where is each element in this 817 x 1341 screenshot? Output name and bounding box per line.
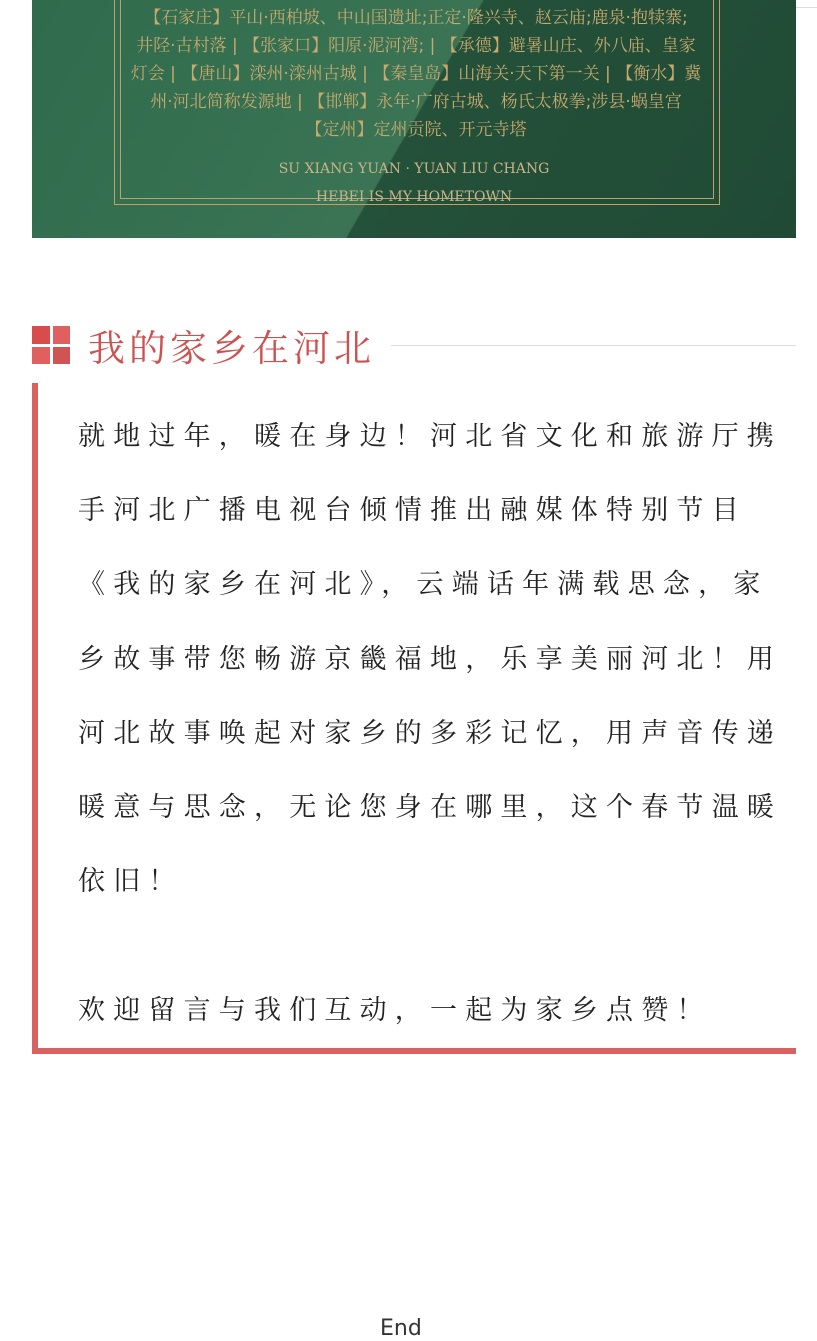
places-line: 【石家庄】平山·西柏坡、中山国遗址;正定·隆兴寺、赵云庙;鹿泉·抱犊寨; xyxy=(144,8,688,28)
section-title: 我的家乡在河北 xyxy=(88,327,375,370)
body-line: 河北故事唤起对家乡的多彩记忆，用声音传递 xyxy=(78,717,782,749)
end-marker: End xyxy=(380,1316,422,1341)
places-line: 【定州】定州贡院、开元寺塔 xyxy=(305,120,527,140)
banner-english-1: SU XIANG YUAN · YUAN LIU CHANG xyxy=(278,161,550,177)
grid-squares-icon xyxy=(32,326,70,364)
body-line: 手河北广播电视台倾情推出融媒体特别节目 xyxy=(78,495,747,527)
places-line: 州·河北简称发源地 | 【邯郸】永年·广府古城、杨氏太极拳;涉县·蜗皇宫 xyxy=(150,92,682,112)
heading-divider xyxy=(391,345,796,346)
closing-line: 欢迎留言与我们互动，一起为家乡点赞！ xyxy=(78,995,712,1027)
banner-image xyxy=(32,0,796,238)
section-body xyxy=(78,400,782,1049)
places-line: 井陉·古村落 | 【张家口】阳原·泥河湾; | 【承德】避暑山庄、外八庙、皇家 xyxy=(136,36,696,56)
body-line: 乡故事带您畅游京畿福地，乐享美丽河北！用 xyxy=(78,643,782,675)
banner-places xyxy=(122,4,710,144)
body-line: 就地过年，暖在身边！河北省文化和旅游厅携 xyxy=(78,421,782,452)
body-line: 《我的家乡在河北》，云端话年满载思念，家 xyxy=(78,569,769,601)
banner-english-2: HEBEI IS MY HOMETOWN xyxy=(315,189,513,205)
divider xyxy=(796,7,817,8)
body-line: 依旧！ xyxy=(78,866,184,898)
body-line: 暖意与思念，无论您身在哪里，这个春节温暖 xyxy=(78,792,782,824)
section-heading xyxy=(32,318,796,372)
places-line: 灯会 | 【唐山】滦州·滦州古城 | 【秦皇岛】山海关·天下第一关 | 【衡水】冀 xyxy=(130,64,702,84)
